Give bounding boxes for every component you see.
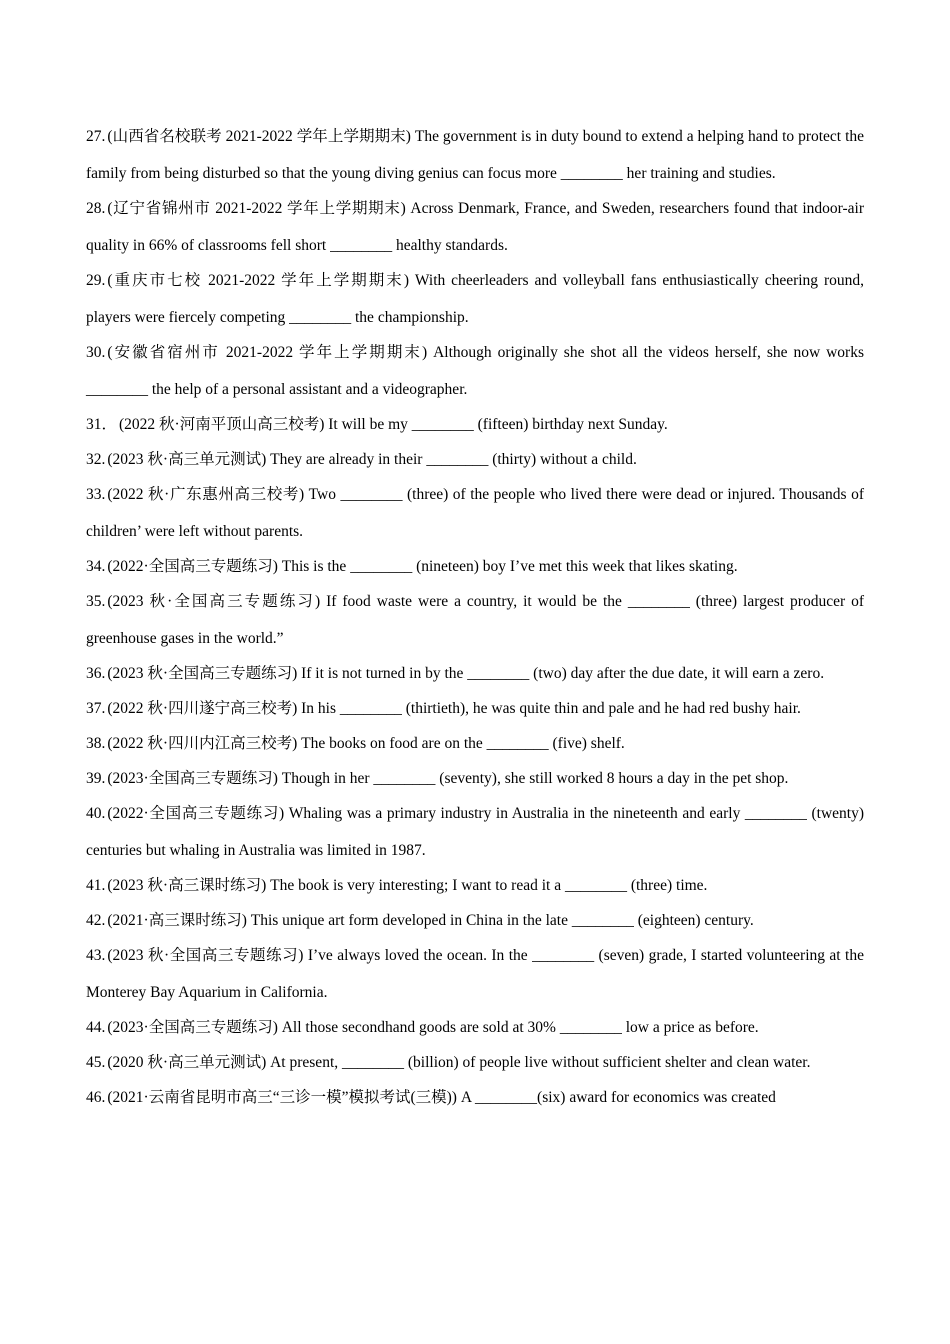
question-29 [86,262,864,336]
question-text: (2022 秋·四川遂宁高三校考) In his ________ (thirtieth), he was quite thin and pale and he had red bushy hair. [107,700,801,717]
question-text: (2022·全国高三专题练习) This is the ________ (nineteen) boy I’ve met this week that likes skating. [107,558,738,575]
question-28 [86,190,864,264]
question-text: (2023·全国高三专题练习) Though in her ________ (seventy), she still worked 8 hours a day in the pet shop. [107,770,789,787]
question-34 [86,548,864,585]
question-37 [86,690,864,727]
question-text: (2023 秋·全国高三专题练习) I’ve always loved the ocean. In the ________ (seven) grade, I started volunteering at the Monterey Bay Aquarium in California. [86,947,864,1001]
question-number: 32. [86,451,106,468]
question-41 [86,867,864,904]
question-number: 45. [86,1054,106,1071]
question-number: 34. [86,558,106,575]
question-text: (重庆市七校 2021-2022 学年上学期期末) With cheerleaders and volleyball fans enthusiastically cheering round, players were fiercely competing ________ the championship. [86,272,864,326]
question-42 [86,902,864,939]
question-number: 44. [86,1019,106,1036]
question-number: 42. [86,912,106,929]
question-text: (安徽省宿州市 2021-2022 学年上学期期末) Although originally she shot all the videos herself, she now works ________ the help of a personal assistant and a videographer. [86,344,864,398]
question-number: 35. [86,593,106,610]
question-27 [86,118,864,192]
question-text: (2022 秋·广东惠州高三校考) Two ________ (three) of the people who lived there were dead or injured. Thousands of children’ were left without parents. [86,486,864,540]
question-46 [86,1079,864,1116]
question-35 [86,583,864,657]
question-text: (2023 秋·全国高三专题练习) If it is not turned in by the ________ (two) day after the due date, it will earn a zero. [107,665,825,682]
question-text: (2023·全国高三专题练习) All those secondhand goods are sold at 30% ________ low a price as before. [107,1019,759,1036]
question-33 [86,476,864,550]
question-number: 30. [86,344,106,361]
question-number: 39. [86,770,106,787]
question-text: (2023 秋·全国高三专题练习) If food waste were a country, it would be the ________ (three) largest producer of greenhouse gases in the world.” [86,593,864,647]
question-text: (2022 秋·河南平顶山高三校考) It will be my ________ (fifteen) birthday next Sunday. [119,416,668,433]
document-page [86,118,864,1114]
question-text: (辽宁省锦州市 2021-2022 学年上学期期末) Across Denmark, France, and Sweden, researchers found that indoor-air quality in 66% of classrooms fell short ________ healthy standards. [86,200,864,254]
question-number: 29. [86,272,106,289]
question-number: 46. [86,1089,106,1106]
question-text: (2023 秋·高三单元测试) They are already in their ________ (thirty) without a child. [107,451,637,468]
question-number: 31． [86,416,118,433]
question-number: 38. [86,735,106,752]
question-text: (2021·云南省昆明市高三“三诊一模”模拟考试(三模)) A ________(six) award for economics was created [107,1089,776,1106]
question-text: (2020 秋·高三单元测试) At present, ________ (billion) of people live without sufficient shelter and clean water. [107,1054,811,1071]
question-30 [86,334,864,408]
question-44 [86,1009,864,1046]
question-text: (2023 秋·高三课时练习) The book is very interesting; I want to read it a ________ (three) time. [107,877,708,894]
question-text: (2022 秋·四川内江高三校考) The books on food are on the ________ (five) shelf. [107,735,625,752]
question-text: (山西省名校联考 2021-2022 学年上学期期末) The government is in duty bound to extend a helping hand to protect the family from being disturbed so that the young diving genius can focus more ________ her training and studies. [86,128,864,182]
question-number: 27. [86,128,106,145]
question-number: 41. [86,877,106,894]
question-38 [86,725,864,762]
question-number: 40. [86,805,106,822]
question-number: 43. [86,947,106,964]
question-32 [86,441,864,478]
question-text: (2021·高三课时练习) This unique art form developed in China in the late ________ (eighteen) century. [107,912,754,929]
question-43 [86,937,864,1011]
question-number: 37. [86,700,106,717]
question-36 [86,655,864,692]
question-number: 33. [86,486,106,503]
question-number: 36. [86,665,106,682]
question-45 [86,1044,864,1081]
question-39 [86,760,864,797]
question-31 [86,406,864,443]
question-text: (2022·全国高三专题练习) Whaling was a primary industry in Australia in the nineteenth and early ________ (twenty) centuries but whaling in Australia was limited in 1987. [86,805,864,859]
question-40 [86,795,864,869]
question-number: 28. [86,200,106,217]
